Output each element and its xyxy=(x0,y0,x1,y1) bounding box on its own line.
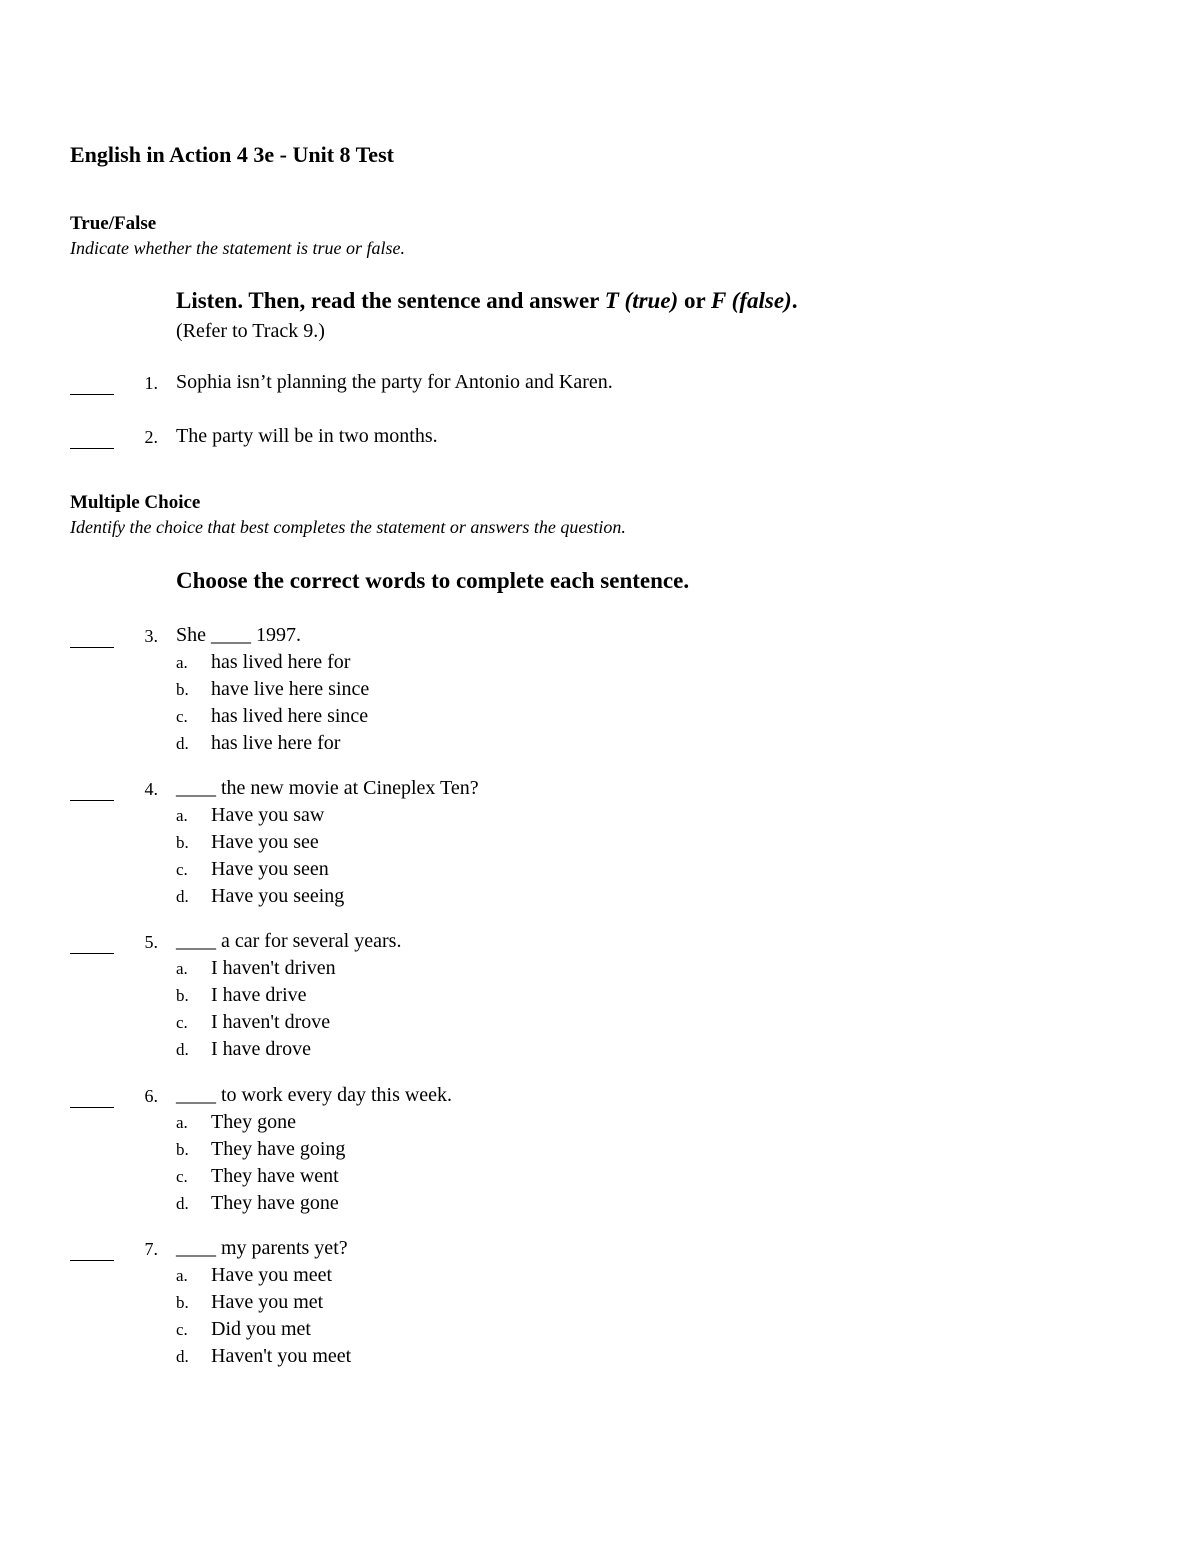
option-text: I haven't drove xyxy=(211,1011,331,1033)
option-letter: b. xyxy=(176,833,189,852)
option-text: They have going xyxy=(211,1138,346,1160)
option-text: They gone xyxy=(211,1111,296,1133)
multiple-choice-prompt: Choose the correct words to complete each sentence. xyxy=(176,568,690,593)
option-letter: c. xyxy=(176,1013,188,1032)
question-number: 6. xyxy=(144,1086,158,1106)
answer-blank[interactable] xyxy=(70,448,114,449)
question-text: ____ my parents yet? xyxy=(176,1237,348,1259)
option-letter: a. xyxy=(176,1113,188,1132)
option-letter: d. xyxy=(176,887,189,906)
false-label: F (false) xyxy=(711,288,792,313)
option-letter: d. xyxy=(176,1040,189,1059)
question-text: ____ the new movie at Cineplex Ten? xyxy=(176,777,479,799)
option-text: They have gone xyxy=(211,1192,339,1214)
answer-blank[interactable] xyxy=(70,394,114,395)
page-title: English in Action 4 3e - Unit 8 Test xyxy=(70,142,394,167)
track-reference: (Refer to Track 9.) xyxy=(176,320,325,342)
question-number: 5. xyxy=(144,932,158,952)
option-text: Have you seen xyxy=(211,858,329,880)
option-text: has lived here for xyxy=(211,651,351,673)
section-title-true-false: True/False xyxy=(70,213,157,234)
option-text: has lived here since xyxy=(211,705,369,727)
option-text: Have you meet xyxy=(211,1264,333,1286)
question-text: The party will be in two months. xyxy=(176,425,438,447)
answer-blank[interactable] xyxy=(70,1107,114,1108)
option-text: Haven't you meet xyxy=(211,1345,352,1367)
option-letter: c. xyxy=(176,1167,188,1186)
answer-blank[interactable] xyxy=(70,647,114,648)
option-letter: b. xyxy=(176,986,189,1005)
question-text: Sophia isn’t planning the party for Antonio and Karen. xyxy=(176,371,613,393)
section-title-multiple-choice: Multiple Choice xyxy=(70,492,201,513)
question-number: 3. xyxy=(144,626,158,646)
question-text: ____ a car for several years. xyxy=(176,930,402,952)
option-text: Have you seeing xyxy=(211,885,345,907)
option-text: have live here since xyxy=(211,678,370,700)
section-instruction-multiple-choice: Identify the choice that best completes the statement or answers the question. xyxy=(70,517,626,537)
option-letter: a. xyxy=(176,653,188,672)
option-text: I haven't driven xyxy=(211,957,336,979)
option-letter: c. xyxy=(176,860,188,879)
option-letter: c. xyxy=(176,1320,188,1339)
option-text: They have went xyxy=(211,1165,339,1187)
option-letter: a. xyxy=(176,1266,188,1285)
option-letter: d. xyxy=(176,1347,189,1366)
option-letter: d. xyxy=(176,734,189,753)
question-text: ____ to work every day this week. xyxy=(176,1084,453,1106)
option-letter: b. xyxy=(176,1293,189,1312)
option-letter: a. xyxy=(176,959,188,978)
section-instruction-true-false: Indicate whether the statement is true or false. xyxy=(70,238,405,258)
option-letter: b. xyxy=(176,1140,189,1159)
question-number: 4. xyxy=(144,779,158,799)
option-text: I have drove xyxy=(211,1038,311,1060)
option-letter: c. xyxy=(176,707,188,726)
question-number: 2. xyxy=(144,427,158,447)
option-text: Did you met xyxy=(211,1318,311,1340)
option-text: I have drive xyxy=(211,984,307,1006)
answer-blank[interactable] xyxy=(70,1260,114,1261)
option-text: Have you see xyxy=(211,831,319,853)
question-text: She ____ 1997. xyxy=(176,624,301,646)
option-text: has live here for xyxy=(211,732,341,754)
option-letter: d. xyxy=(176,1194,189,1213)
option-text: Have you met xyxy=(211,1291,324,1313)
answer-blank[interactable] xyxy=(70,800,114,801)
answer-blank[interactable] xyxy=(70,953,114,954)
option-text: Have you saw xyxy=(211,804,325,826)
option-letter: a. xyxy=(176,806,188,825)
true-false-prompt: Listen. Then, read the sentence and answer T (true) or F (false). xyxy=(176,288,798,313)
question-number: 7. xyxy=(144,1239,158,1259)
true-label: T (true) xyxy=(604,288,679,313)
question-number: 1. xyxy=(144,373,158,393)
option-letter: b. xyxy=(176,680,189,699)
